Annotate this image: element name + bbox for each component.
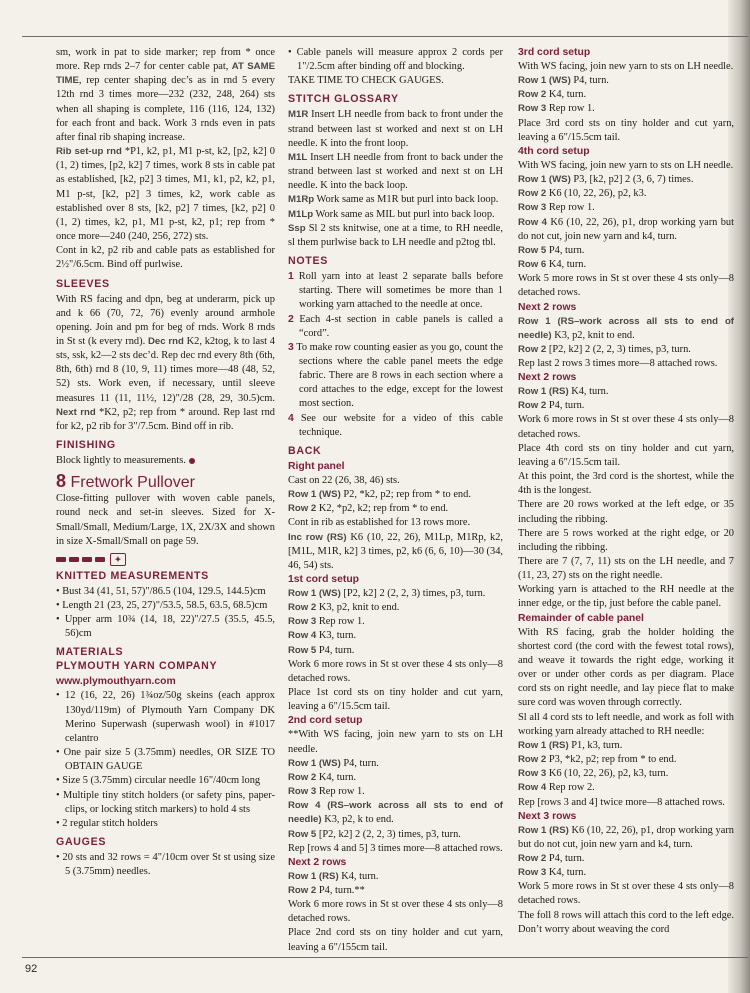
- knitted-item: • Length 21 (23, 25, 27)"/53.5, 58.5, 63.5, 68.5)cm: [56, 600, 268, 611]
- row-line: Row 1 (RS) K4, turn.: [288, 870, 379, 882]
- row-line: Row 1 (WS) P2, *k2, p2; rep from * to end.: [288, 489, 471, 501]
- row-line: Row 3 Rep row 1.: [288, 786, 365, 798]
- row-line: Row 4 (RS–work across all sts to end of needle) K3, p2, k to end.: [288, 800, 503, 826]
- row-line: Row 4 K6 (10, 22, 26), p1, drop working yarn but do not cut, join new yarn and k4, turn.: [518, 216, 734, 242]
- row-line: Row 2 P3, *k2, p2; rep from * to end.: [518, 754, 677, 766]
- row-line: **With WS facing, join new yarn to sts on LH needle.: [288, 729, 503, 755]
- glossary-item: M1Rp Work same as M1R but purl into back loop.: [288, 194, 499, 206]
- second-cord-subheading: 2nd cord setup: [288, 715, 363, 727]
- row-line: Row 2 K2, *p2, k2; rep from * to end.: [288, 503, 449, 515]
- row-line: Place 4th cord sts on tiny holder and cut yarn, leaving a 6"/15.5cm tail.: [518, 442, 734, 468]
- row-line: Place 3rd cord sts on tiny holder and cut yarn, leaving a 6"/15.5cm tail.: [518, 117, 734, 143]
- row-line: Cont in rib as established for 13 rows more.: [288, 517, 471, 529]
- row-line: Working yarn is attached to the RH needle at the inner edge, or the tip, just before the cable panel.: [518, 584, 734, 610]
- knitted-measurements-heading: KNITTED MEASUREMENTS: [56, 569, 209, 582]
- pattern-title: 8 Fretwork Pullover: [56, 471, 195, 492]
- gauges-item: • 20 sts and 32 rows = 4"/10cm over St st using size 5 (3.75mm) needles.: [56, 852, 275, 878]
- row-line: Row 1 (RS–work across all sts to end of needle) K3, p2, knit to end.: [518, 315, 734, 341]
- column-3: [518, 46, 734, 937]
- row-line: Row 2 P4, turn.: [518, 852, 585, 864]
- row-line: With WS facing, join new yarn to sts on LH needle.: [518, 61, 734, 72]
- inc-row-line: Inc row (RS) K6 (10, 22, 26), M1Lp, M1Rp, k2, [M1L, M1R, k2] 3 times, p2, k6 (6, 6, 10)—30 (34, 46, 54) sts.: [288, 531, 503, 571]
- row-line: Row 1 (WS) [P2, k2] 2 (2, 2, 3) times, p3, turn.: [288, 588, 486, 599]
- cast-on-text: Cast on 22 (26, 38, 46) sts.: [288, 474, 400, 486]
- gauges-heading: GAUGES: [56, 836, 107, 849]
- row-line: With WS facing, join new yarn to sts on LH needle.: [518, 159, 734, 171]
- skill-level-icon: ✦: [56, 552, 275, 568]
- materials-item: • Multiple tiny stitch holders (or safety pins, paper-clips, or locking stitch markers) to hold 4 sts: [56, 789, 275, 815]
- row-line: Row 5 P4, turn.: [518, 244, 585, 256]
- remainder-subheading: Remainder of cable panel: [518, 612, 644, 624]
- next-two-rows-subheading: Next 2 rows: [518, 301, 577, 313]
- row-line: Row 2 [P2, k2] 2 (2, 2, 3) times, p3, turn.: [518, 343, 691, 355]
- row-line: Place 1st cord sts on tiny holder and cut yarn, leaving a 6"/15.5cm tail.: [288, 687, 503, 713]
- row-line: Row 2 P4, turn.**: [288, 884, 365, 896]
- row-line: Row 1 (WS) P3, [k2, p2] 2 (3, 6, 7) times.: [518, 174, 694, 186]
- row-line: Row 3 Rep row 1.: [288, 616, 365, 628]
- next-two-rows-subheading: Next 2 rows: [288, 856, 347, 868]
- row-line: Place 2nd cord sts on tiny holder and cut yarn, leaving a 6"/155cm tail.: [288, 927, 503, 953]
- back-heading: BACK: [288, 444, 322, 457]
- row-line: Row 2 K4, turn.: [518, 89, 587, 101]
- row-line: Row 5 P4, turn.: [288, 644, 355, 656]
- materials-item: • 2 regular stitch holders: [56, 817, 158, 829]
- materials-item: • 12 (16, 22, 26) 1¾oz/50g skeins (each approx 130yd/119m) of Plymouth Yarn Company DK Merino Superwash (superwash wool) in #1017 celantro: [56, 690, 275, 744]
- knitted-item: • Upper arm 10¾ (14, 18, 22)"/27.5 (35.5, 45.5, 56)cm: [56, 614, 275, 640]
- row-line: Row 3 K4, turn.: [518, 867, 587, 879]
- right-panel-subheading: Right panel: [288, 460, 345, 472]
- row-line: Rep [rows 4 and 5] 3 times more—8 attached rows.: [288, 842, 503, 854]
- row-line: Work 5 more rows in St st over these 4 sts only—8 detached rows.: [518, 881, 734, 907]
- row-line: Row 2 K3, p2, knit to end.: [288, 602, 400, 614]
- row-line: Work 6 more rows in St st over these 4 sts only—8 detached rows.: [288, 658, 503, 684]
- glossary-item: M1R Insert LH needle from back to front under the strand between last st worked and next st on LH needle. K into the front loop.: [288, 109, 503, 149]
- note-item: 4 See our website for a video of this cable technique.: [288, 412, 503, 438]
- row-line: Row 3 Rep row 1.: [518, 103, 595, 115]
- row-line: Work 5 more rows in St st over these 4 sts only—8 detached rows.: [518, 273, 734, 299]
- row-line: With RS facing, grab the holder holding the shortest cord (the cord with the fewest total rows), and weave it towards the right edge, working it over or under other cords as per diagram. Place cord sts on right needle, and lay piece flat to make sure cord was woven through correctly.: [518, 626, 734, 709]
- sleeves-heading: SLEEVES: [56, 277, 110, 290]
- row-line: Row 1 (WS) P4, turn.: [518, 75, 609, 87]
- company-url-link[interactable]: www.plymouthyarn.com: [56, 676, 176, 688]
- next-two-rows-subheading: Next 2 rows: [518, 372, 577, 384]
- row-line: Row 2 K4, turn.: [288, 771, 357, 783]
- row-line: Sl all 4 cord sts to left needle, and work as foll with working yarn already attached to RH needle:: [518, 711, 734, 737]
- pattern-description: Close-fitting pullover with woven cable panels, round neck and set-in sleeves. Sized for X-Small/Small, Medium/Large, 1X, 2X/3X and shown in size X-Small/Small on page 59.: [56, 493, 275, 547]
- notes-heading: NOTES: [288, 255, 328, 268]
- company-heading: PLYMOUTH YARN COMPANY: [56, 660, 218, 673]
- row-line: Row 2 P4, turn.: [518, 400, 585, 412]
- next-three-rows-subheading: Next 3 rows: [518, 810, 577, 822]
- row-line: Row 2 K6 (10, 22, 26), p2, k3.: [518, 188, 647, 200]
- knitted-item: • Bust 34 (41, 51, 57)"/86.5 (104, 129.5, 144.5)cm: [56, 585, 266, 597]
- stitch-glossary-heading: STITCH GLOSSARY: [288, 93, 399, 106]
- row-line: The foll 8 rows will attach this cord to the left edge. Don’t worry about weaving the cord: [518, 909, 734, 935]
- row-line: Row 1 (RS) K4, turn.: [518, 386, 609, 398]
- row-line: Row 3 K6 (10, 22, 26), p2, k3, turn.: [518, 768, 669, 780]
- gauges-item: • Cable panels will measure approx 2 cords per 1"/2.5cm after binding off and blocking.: [288, 47, 503, 73]
- end-dot-icon: [189, 458, 195, 464]
- row-line: There are 7 (7, 7, 11) sts on the LH needle, and 7 (11, 23, 27) sts on the right needle.: [518, 556, 734, 582]
- glossary-item: M1L Insert LH needle from front to back under the strand between last st worked and next st on LH needle. K into the back loop.: [288, 151, 503, 192]
- glossary-item: M1Lp Work same as MIL but purl into back loop.: [288, 208, 495, 220]
- row-line: Work 6 more rows in St st over these 4 sts only—8 detached rows.: [518, 414, 734, 440]
- note-item: 1 Roll yarn into at least 2 separate balls before starting. There will sometimes be more than 1 working yarn attached to the needle at once.: [288, 271, 503, 311]
- finishing-heading: FINISHING: [56, 439, 116, 452]
- row-line: Row 1 (RS) K6 (10, 22, 26), p1, drop working yarn but do not cut, join new yarn and k4, turn.: [518, 824, 734, 850]
- row-line: Row 6 K4, turn.: [518, 259, 587, 271]
- materials-item: • One pair size 5 (3.75mm) needles, OR SIZE TO OBTAIN GAUGE: [56, 747, 275, 773]
- row-line: Row 4 Rep row 2.: [518, 782, 595, 794]
- row-line: There are 5 rows worked at the right edge, or 20 including the ribbing.: [518, 527, 734, 553]
- row-line: Row 5 [P2, k2] 2 (2, 2, 3) times, p3, turn.: [288, 828, 461, 840]
- row-line: Rep [rows 3 and 4] twice more—8 attached rows.: [518, 796, 725, 808]
- glossary-item: Ssp Sl 2 sts knitwise, one at a time, to RH needle, sl them purlwise back to LH needle and p2tog tbl.: [288, 222, 503, 248]
- row-line: Row 3 Rep row 1.: [518, 202, 595, 214]
- fourth-cord-subheading: 4th cord setup: [518, 145, 590, 157]
- materials-heading: MATERIALS: [56, 646, 124, 659]
- row-line: Work 6 more rows in St st over these 4 sts only—8 detached rows.: [288, 899, 503, 925]
- row-line: Rep last 2 rows 3 times more—8 attached rows.: [518, 357, 718, 369]
- third-cord-subheading: 3rd cord setup: [518, 47, 591, 58]
- page-number: 92: [25, 963, 38, 975]
- row-line: Row 1 (WS) P4, turn.: [288, 757, 379, 769]
- rib-setup-paragraph: Rib set-up rnd *P1, k2, p1, M1 p-st, k2, [p2, k2] 0 (1, 2) times, [p2, k2] 7 times, work 8 sts in cable pat as established, [k2, p2] 3 times, M1, k1, p2, k2, p1, M1 p-st, [k2, p2] 3 times, k2, work cable as established over 8 sts, [k2, p2] 7 times, [k2, p2] 0 (1, 2) times, k2, p1, M1 p-st, k2, p1; rep from * once more—240 (240, 256, 272) sts.: [56, 146, 275, 243]
- column-2: [288, 46, 503, 955]
- finishing-paragraph: Block lightly to measurements.: [56, 454, 275, 468]
- column-1: [56, 46, 275, 879]
- row-line: At this point, the 3rd cord is the shortest, while the 4th is the longest.: [518, 471, 734, 497]
- first-cord-subheading: 1st cord setup: [288, 574, 360, 585]
- take-time-text: TAKE TIME TO CHECK GAUGES.: [288, 75, 444, 87]
- note-item: 3 To make row counting easier as you go, count the sections where the cable panel meets the edge fabric. There are 8 rows in each section where a cord attaches to the edge, except for the lowest most section.: [288, 341, 503, 410]
- shaping-paragraph: sm, work in pat to side marker; rep from * once more. Rep rnds 2–7 for center cable pat, AT SAME TIME, rep center shaping dec’s as in rnd 5 every 12th rnd 3 times more—232 (232, 248, 264) sts when all shaping is complete, 116 (116, 124, 132) for each front and back. Work 3 rnds even in pats after final rib shaping increase.: [56, 47, 275, 143]
- note-item: 2 Each 4-st section in cable panels is called a “cord”.: [288, 313, 503, 339]
- sleeves-paragraph: With RS facing and dpn, beg at underarm, pick up and k 66 (70, 72, 76) evenly around armhole opening. Join and pm for beg of rnds. Work 8 rnds in St st (k every rnd). Dec rnd K2, k2tog, k to last 4 sts, ssk, k2—2 sts dec’d. Rep dec rnd every 8th (6th, 8th, 6th) rnd 8 (10, 9, 11) times more—48 (48, 52, 52) sts. Work even, if necessary, until sleeve measures 11 (11, 11½, 12)"/28 (28, 29, 30.5)cm. Next rnd *K2, p2; rep from * around. Rep last rnd for k2, p2 rib for 3"/7.5cm. Bind off in rib.: [56, 293, 275, 432]
- row-line: Row 1 (RS) P1, k3, turn.: [518, 739, 623, 751]
- row-line: There are 20 rows worked at the left edge, or 35 including the ribbing.: [518, 499, 734, 525]
- continue-paragraph: Cont in k2, p2 rib and cable pats as established for 2½"/6.5cm. Bind off purlwise.: [56, 245, 275, 271]
- row-line: Row 4 K3, turn.: [288, 630, 357, 642]
- materials-item: • Size 5 (3.75mm) circular needle 16"/40cm long: [56, 775, 261, 787]
